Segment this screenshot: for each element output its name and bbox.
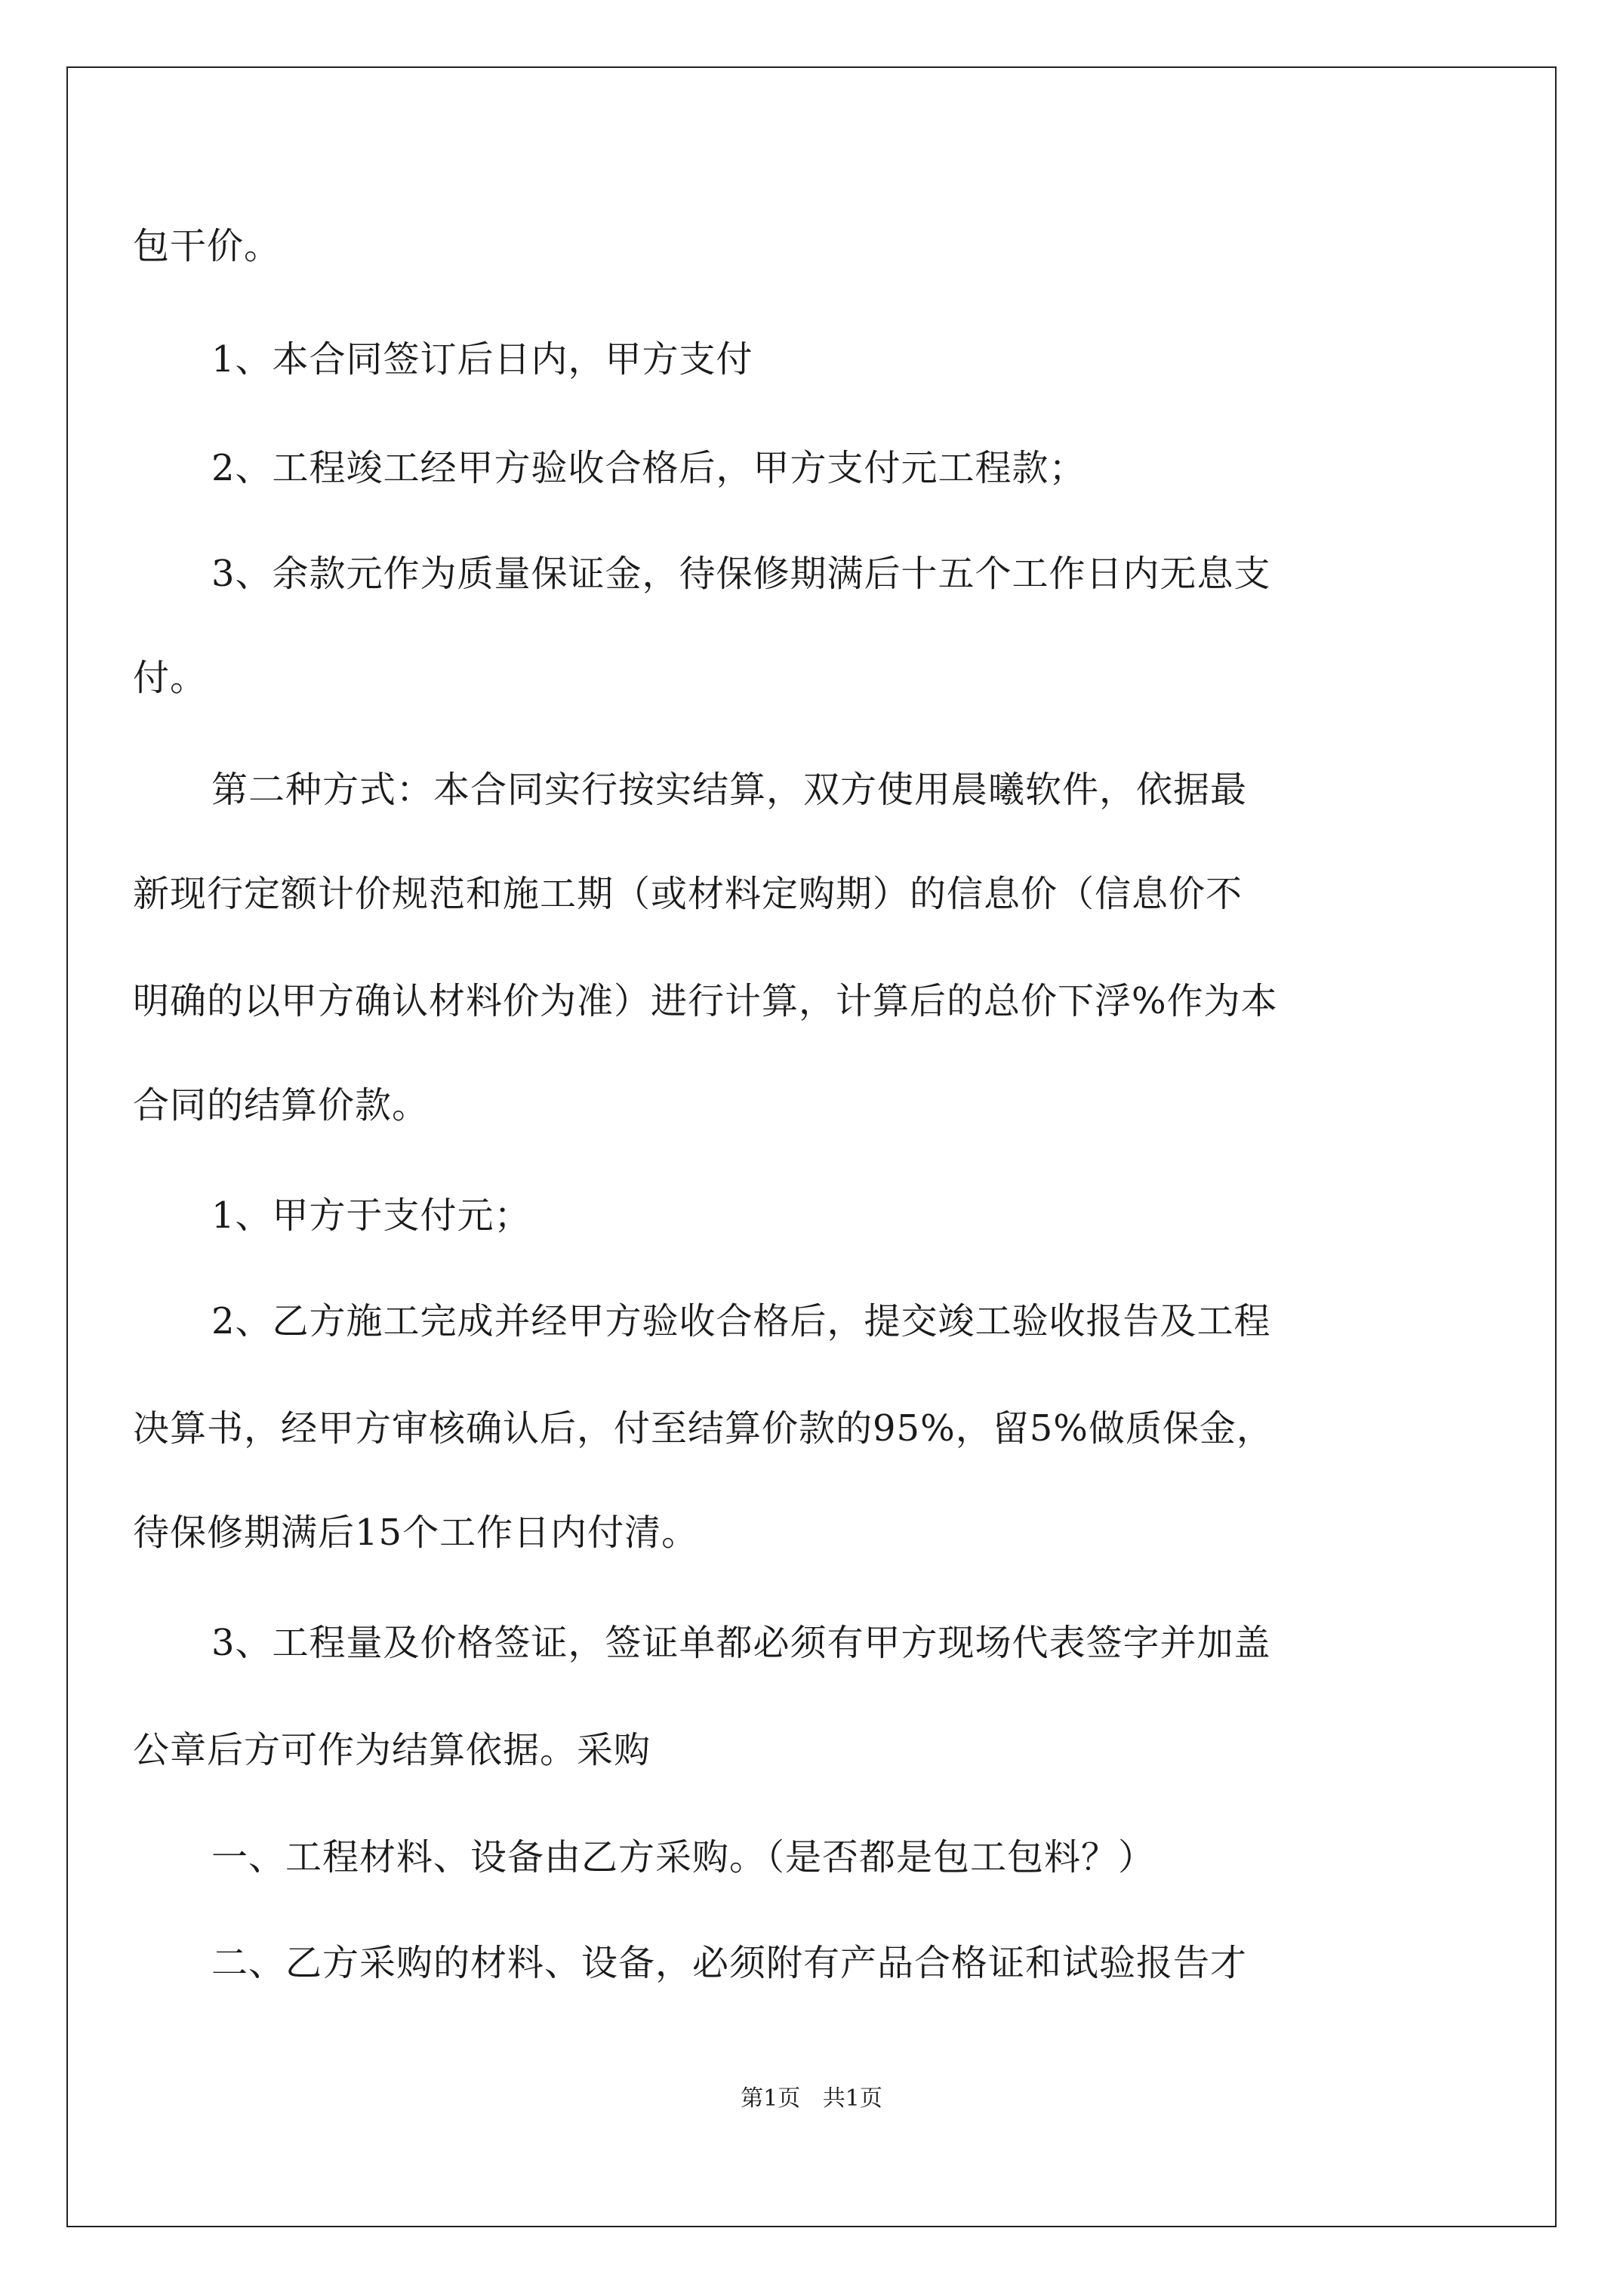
text-line: 二、乙方采购的材料、设备，必须附有产品合格证和试验报告才 [211,1942,1248,1984]
text-line: 一、工程材料、设备由乙方采购。（是否都是包工包料？） [211,1836,1156,1878]
page-frame [66,66,1557,2227]
text-line: 3、工程量及价格签证，签证单都必须有甲方现场代表签字并加盖 [211,1622,1271,1664]
text-line: 3、余款元作为质量保证金，待保修期满后十五个工作日内无息支 [211,553,1271,595]
text-line: 包干价。 [133,225,282,267]
page-total: 共1页 [822,2085,882,2112]
text-line: 公章后方可作为结算依据。采购 [133,1729,651,1771]
page-number: 第1页 [741,2085,801,2112]
text-line: 决算书，经甲方审核确认后，付至结算价款的95%，留5%做质保金， [133,1407,1273,1450]
page-footer [0,2084,1623,2114]
text-line: 明确的以甲方确认材料价为准）进行计算，计算后的总价下浮%作为本 [133,980,1278,1022]
text-line: 合同的结算价款。 [133,1084,430,1126]
text-line: 付。 [133,657,208,699]
text-line: 1、本合同签订后日内，甲方支付 [211,338,753,381]
text-line: 2、工程竣工经甲方验收合格后，甲方支付元工程款； [211,447,1086,489]
text-line: 待保修期满后15个工作日内付清。 [133,1512,699,1554]
text-line: 2、乙方施工完成并经甲方验收合格后，提交竣工验收报告及工程 [211,1300,1271,1342]
text-line: 1、甲方于支付元； [211,1194,531,1237]
text-line: 新现行定额计价规范和施工期（或材料定购期）的信息价（信息价不 [133,873,1243,915]
text-line: 第二种方式：本合同实行按实结算，双方使用晨曦软件，依据最 [211,769,1248,811]
